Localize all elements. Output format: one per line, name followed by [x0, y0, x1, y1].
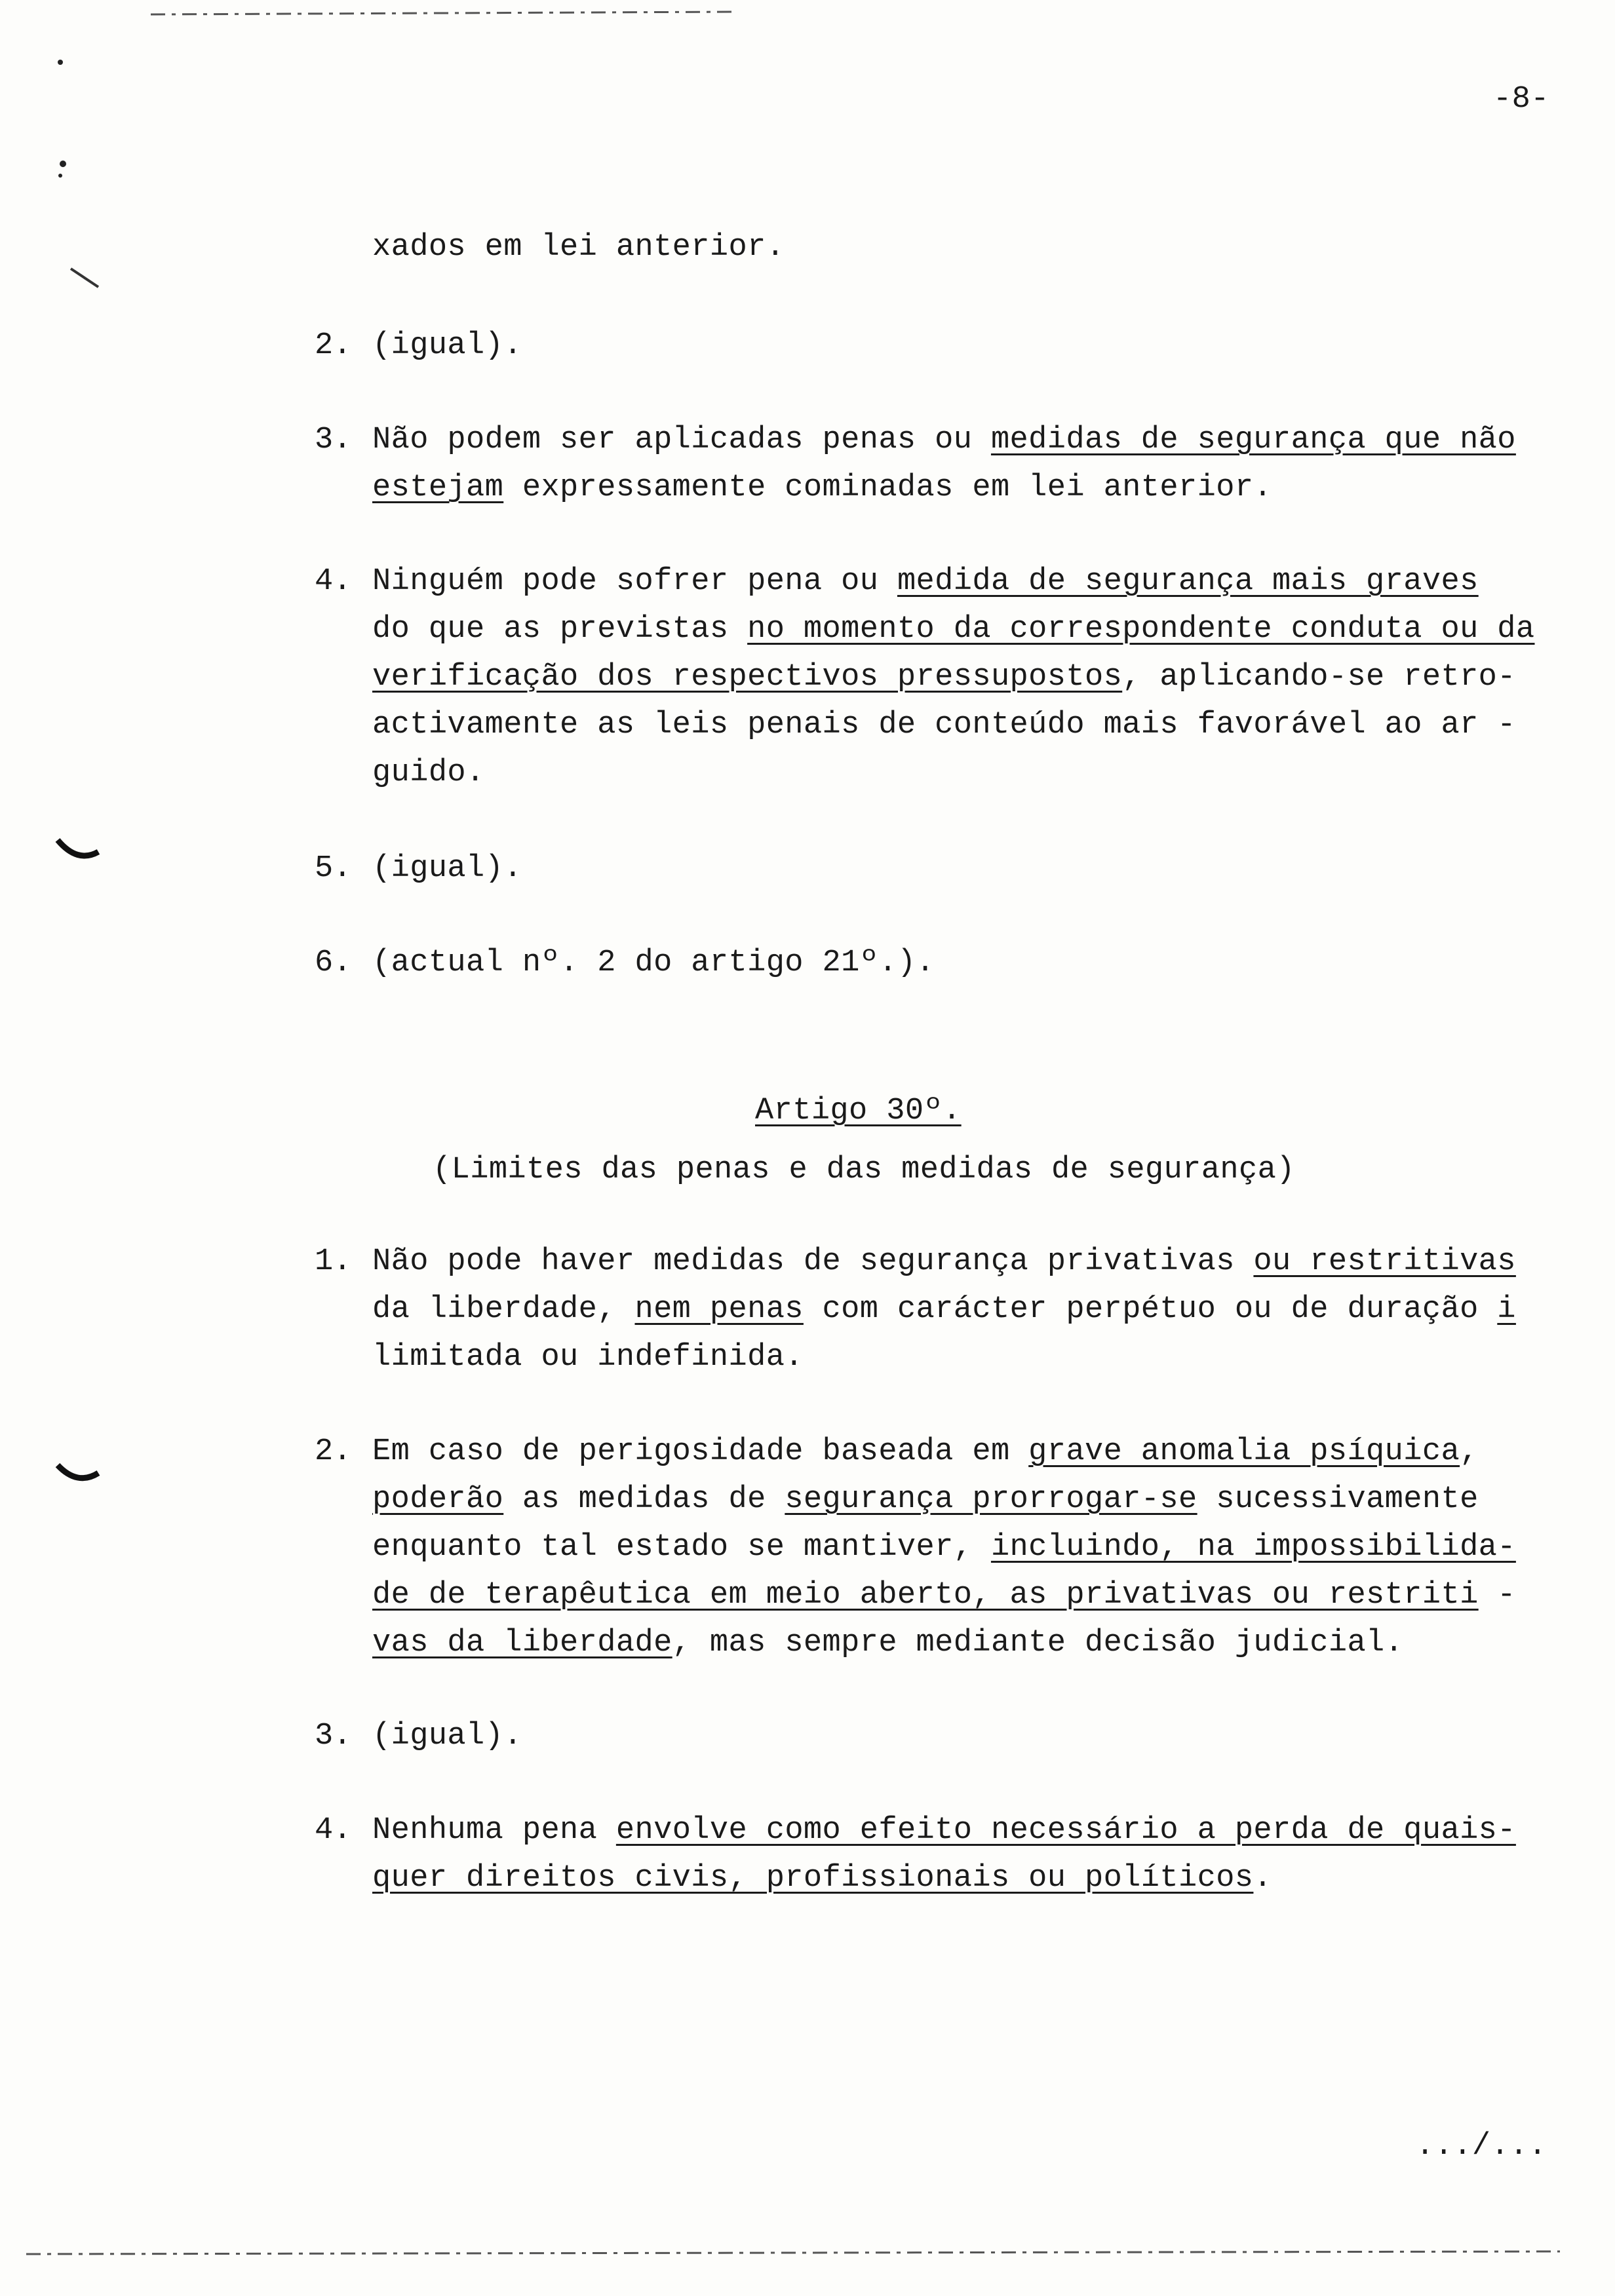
article-subtitle: (Limites das penas e das medidas de segurança) — [433, 1153, 1295, 1187]
underlined-text: quer direitos civis, profissionais ou políticos — [372, 1861, 1254, 1896]
paragraph-line — [372, 658, 1516, 697]
paragraph-number: 1. — [315, 1244, 352, 1279]
paragraph-number: 4. — [315, 564, 352, 599]
continuation-line: xados em lei anterior. — [372, 230, 785, 265]
paragraph-number: 5. — [315, 851, 352, 886]
paragraph-line — [372, 469, 1272, 508]
paragraph-line — [372, 1624, 1403, 1663]
underlined-text: grave anomalia psíquica — [1028, 1434, 1460, 1469]
paragraph-number: 2. — [315, 328, 352, 363]
text-run: Em caso de perigosidade baseada em — [372, 1434, 1029, 1469]
text-run: , mas sempre mediante decisão judicial. — [672, 1626, 1404, 1660]
text-run: guido. — [372, 756, 485, 790]
text-run: , aplicando-se retro- — [1122, 660, 1516, 695]
text-run: - — [1478, 1578, 1516, 1613]
text-run: com carácter perpétuo ou de duração — [803, 1292, 1498, 1327]
text-run: do que as previstas — [372, 612, 748, 647]
text-run: (igual). — [372, 1719, 522, 1753]
page-number: -8- — [1493, 82, 1549, 117]
paragraph-number: 4. — [315, 1813, 352, 1848]
paragraph-line — [372, 1242, 1516, 1282]
paragraph-line — [372, 1859, 1272, 1898]
text-run: (igual). — [372, 328, 522, 363]
underlined-text: nem penas — [634, 1292, 804, 1327]
continuation-marker: .../... — [1416, 2129, 1547, 2164]
underlined-text: verificação dos respectivos pressupostos — [372, 660, 1123, 695]
paragraph-number: 3. — [315, 423, 352, 457]
underlined-text: i — [1497, 1292, 1516, 1327]
paragraph-number: 2. — [315, 1434, 352, 1469]
paragraph-number: 3. — [315, 1719, 352, 1753]
text-run: (igual). — [372, 851, 522, 886]
text-run: expressamente cominadas em lei anterior. — [503, 470, 1273, 505]
text-run: , — [1460, 1434, 1479, 1469]
paragraph-line — [372, 1576, 1516, 1615]
underlined-text: incluindo, na impossibilida- — [990, 1530, 1516, 1565]
paragraph-line — [372, 1290, 1516, 1330]
text-run: as medidas de — [503, 1482, 785, 1517]
text-run: Não podem ser aplicadas penas ou — [372, 423, 991, 457]
underlined-text: medida de segurança mais graves — [897, 564, 1479, 599]
underlined-text: estejam — [372, 470, 504, 505]
paragraph-line — [372, 610, 1535, 649]
text-run: sucessivamente — [1197, 1482, 1479, 1517]
paragraph-line — [372, 326, 522, 366]
paragraph-number: 6. — [315, 946, 352, 980]
underlined-text: segurança prorrogar-se — [785, 1482, 1197, 1517]
text-run: (actual nº. 2 do artigo 21º.). — [372, 946, 935, 980]
paragraph-line — [372, 1338, 804, 1377]
article-title: Artigo 30º. — [755, 1094, 962, 1128]
paragraph-line — [372, 1717, 522, 1756]
paragraph-line — [372, 1432, 1479, 1472]
paragraph-line — [372, 421, 1516, 460]
underlined-text: medidas de segurança que não — [990, 423, 1516, 457]
paragraph-line — [372, 706, 1516, 745]
text-run: Nenhuma pena — [372, 1813, 616, 1848]
underlined-text: no momento da correspondente conduta ou da — [747, 612, 1535, 647]
text-run: enquanto tal estado se mantiver, — [372, 1530, 991, 1565]
paragraph-line — [372, 944, 935, 983]
text-run: limitada ou indefinida. — [372, 1340, 804, 1375]
text-run: da liberdade, — [372, 1292, 635, 1327]
underlined-text: de de terapêutica em meio aberto, as privativas ou restriti — [372, 1578, 1479, 1613]
text-run: . — [1253, 1861, 1273, 1896]
paragraph-line — [372, 849, 522, 889]
paragraph-line — [372, 1811, 1516, 1850]
underlined-text: ou restritivas — [1253, 1244, 1516, 1279]
text-run: activamente as leis penais de conteúdo mais favorável ao ar - — [372, 708, 1516, 742]
paragraph-line — [372, 1528, 1516, 1567]
text-run: Ninguém pode sofrer pena ou — [372, 564, 897, 599]
paragraph-line — [372, 562, 1479, 602]
paragraph-line — [372, 1480, 1479, 1520]
underlined-text: poderão — [372, 1482, 504, 1517]
text-run: Não pode haver medidas de segurança privativas — [372, 1244, 1254, 1279]
paragraph-line — [372, 754, 485, 793]
underlined-text: envolve como efeito necessário a perda de quais- — [615, 1813, 1516, 1848]
underlined-text: vas da liberdade — [372, 1626, 672, 1660]
